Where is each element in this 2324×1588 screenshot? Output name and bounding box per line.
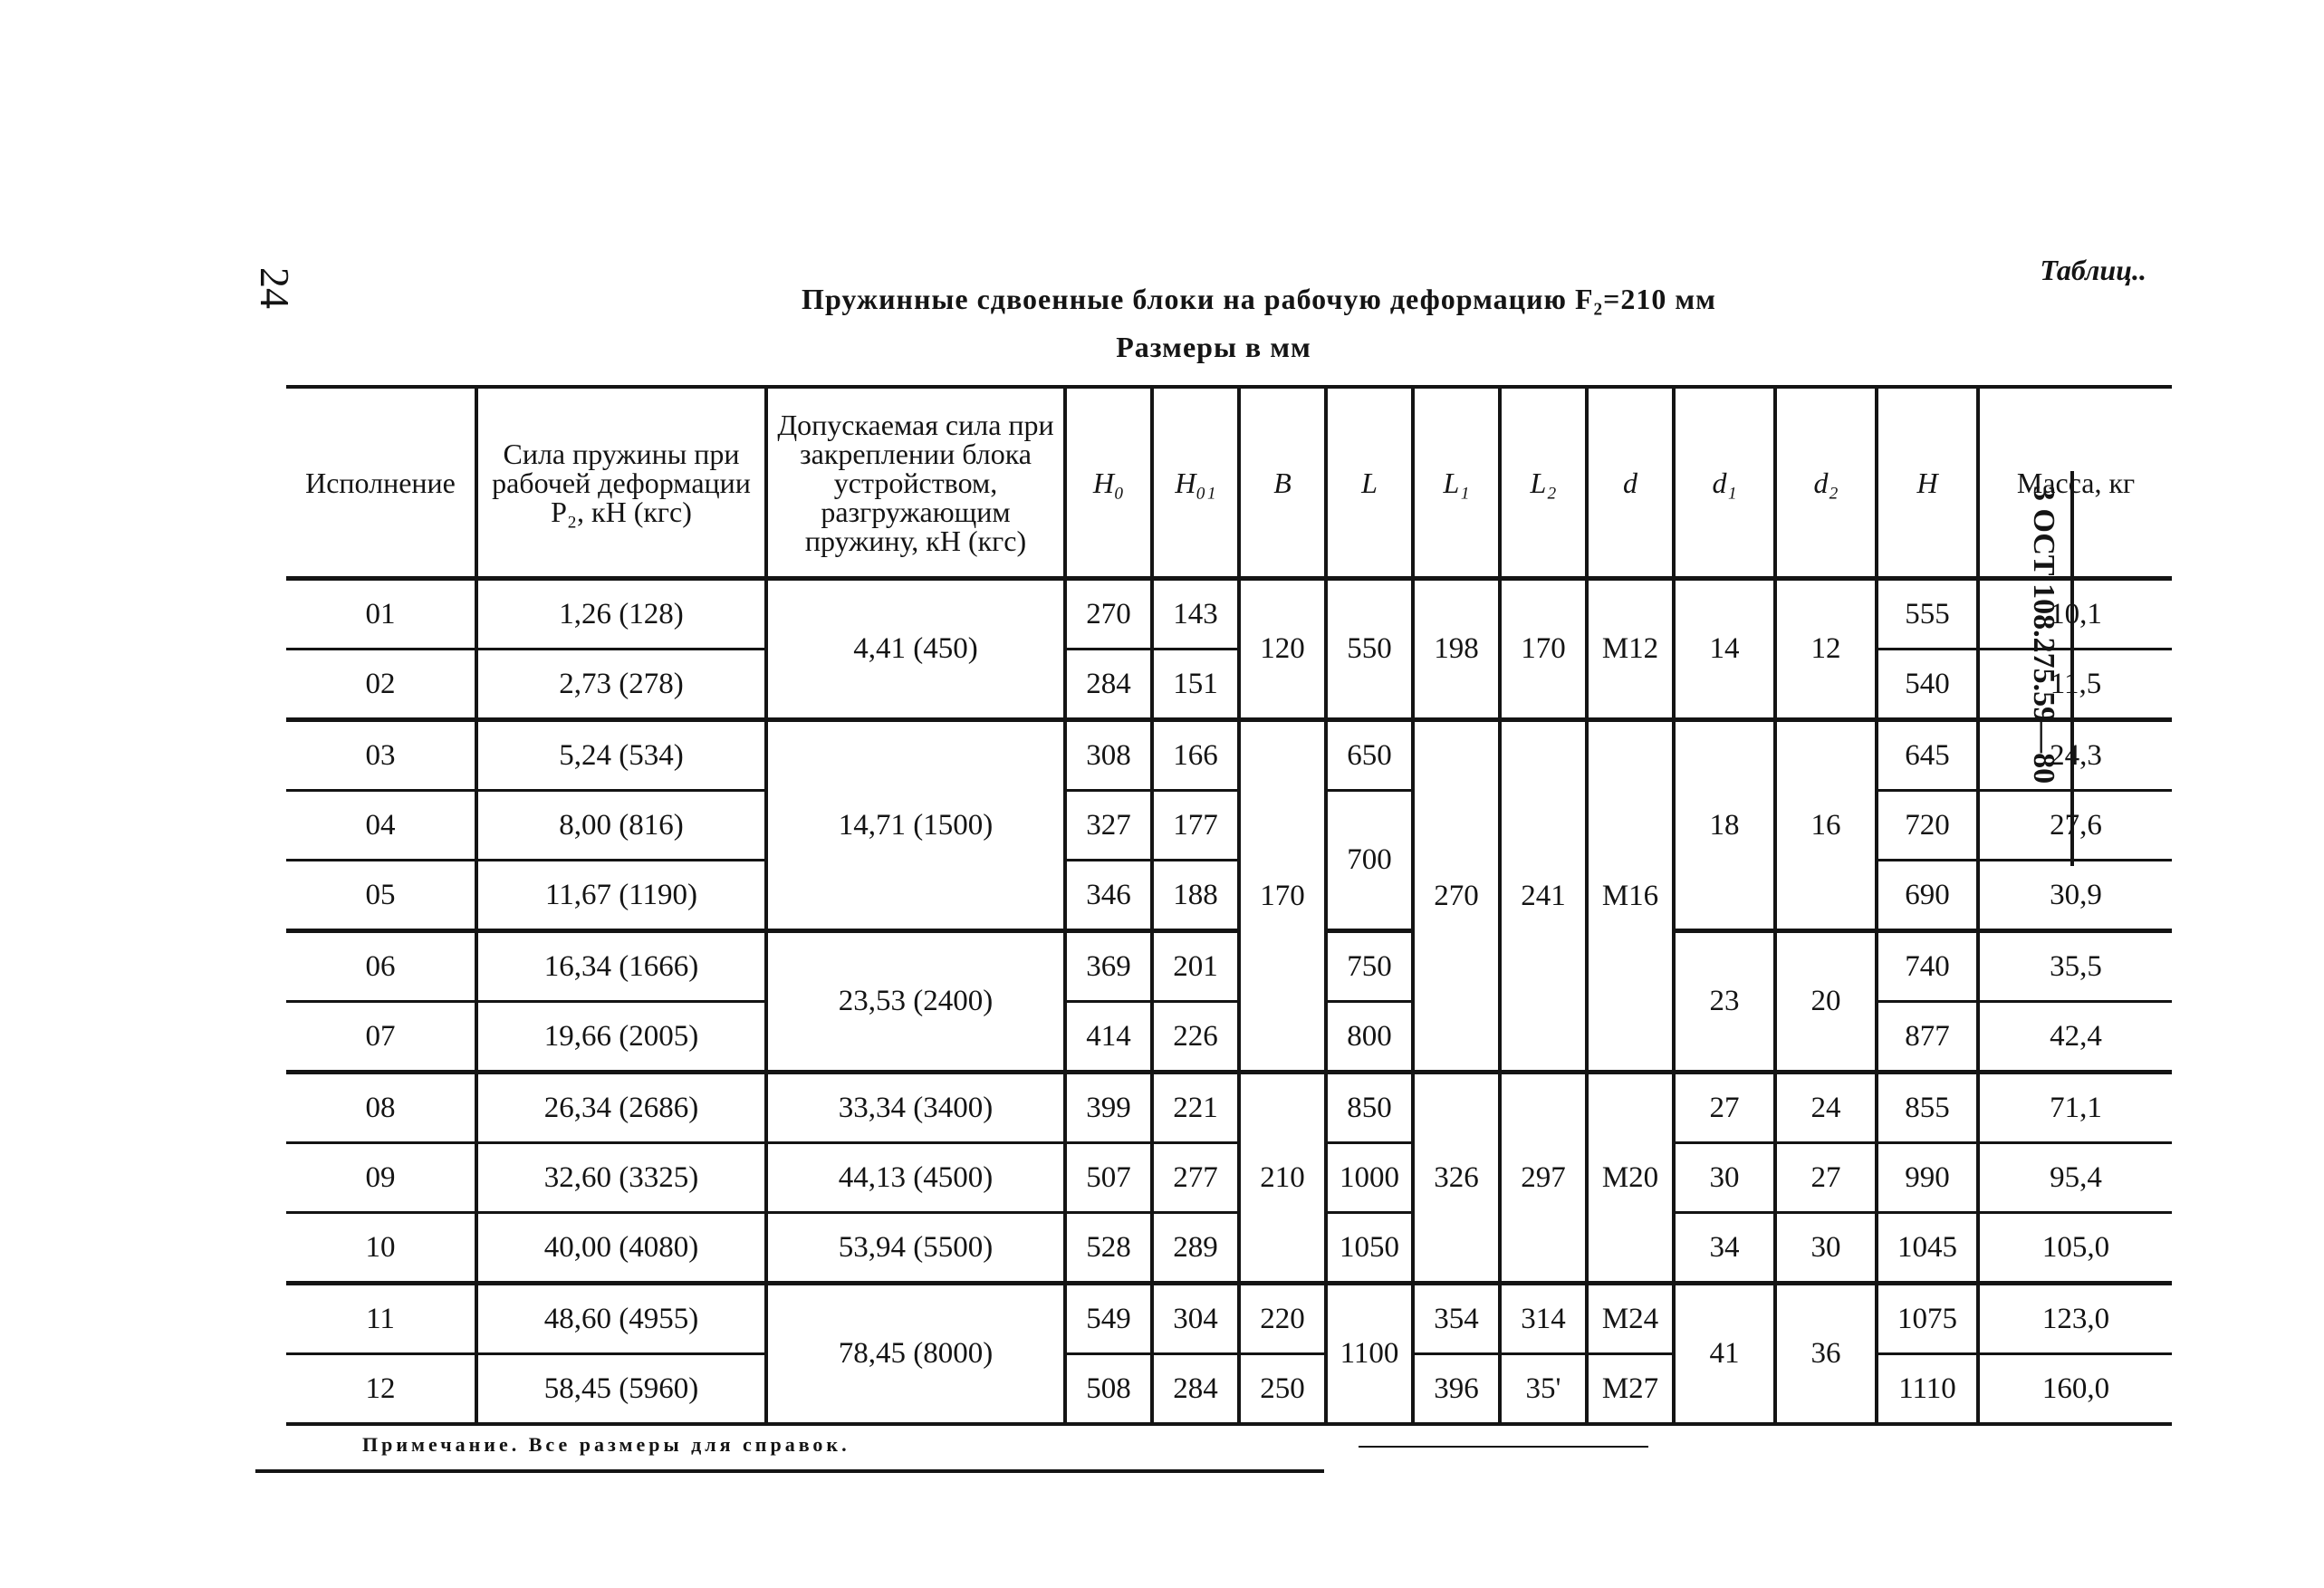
cell-h01: 221 xyxy=(1152,1073,1239,1143)
cell-l1: 326 xyxy=(1413,1073,1500,1284)
cell-h: 877 xyxy=(1877,1002,1978,1073)
cell-l: 650 xyxy=(1326,720,1413,791)
cell-h: 1075 xyxy=(1877,1284,1978,1354)
header-d2: d₂ xyxy=(1775,387,1877,579)
table-row xyxy=(286,931,2172,1002)
cell-d: M12 xyxy=(1587,579,1674,720)
spring-blocks-table xyxy=(286,385,2172,1426)
cell-h01: 166 xyxy=(1152,720,1239,791)
header-allowed-force: Допускаемая сила при закреплении блока устройством, разгружающим пружину, кН (кгс) xyxy=(766,387,1065,579)
cell-spring-force: 32,60 (3325) xyxy=(476,1143,766,1213)
cell-h01: 284 xyxy=(1152,1354,1239,1425)
cell-h: 740 xyxy=(1877,931,1978,1002)
cell-h: 555 xyxy=(1877,579,1978,650)
cell-b: 220 xyxy=(1239,1284,1326,1354)
cell-version: 09 xyxy=(286,1143,476,1213)
cell-spring-force: 16,34 (1666) xyxy=(476,931,766,1002)
cell-d2: 36 xyxy=(1775,1284,1877,1425)
cell-h0: 369 xyxy=(1065,931,1152,1002)
header-version: Исполнение xyxy=(286,387,476,579)
cell-l: 1050 xyxy=(1326,1213,1413,1284)
header-d1: d₁ xyxy=(1674,387,1775,579)
cell-l2: 35' xyxy=(1500,1354,1587,1425)
cell-d2: 12 xyxy=(1775,579,1877,720)
cell-d1: 23 xyxy=(1674,931,1775,1073)
cell-mass: 30,9 xyxy=(1978,861,2172,931)
cell-version: 03 xyxy=(286,720,476,791)
cell-spring-force: 58,45 (5960) xyxy=(476,1354,766,1425)
table-row xyxy=(286,791,2172,861)
cell-version: 12 xyxy=(286,1354,476,1425)
cell-h0: 399 xyxy=(1065,1073,1152,1143)
cell-h01: 289 xyxy=(1152,1213,1239,1284)
cell-h01: 201 xyxy=(1152,931,1239,1002)
table-note: Примечание. Все размеры для справок. xyxy=(362,1433,850,1456)
cell-h0: 508 xyxy=(1065,1354,1152,1425)
header-row xyxy=(286,387,2172,579)
cell-version: 08 xyxy=(286,1073,476,1143)
cell-mass: 105,0 xyxy=(1978,1213,2172,1284)
header-b: B xyxy=(1239,387,1326,579)
cell-h: 645 xyxy=(1877,720,1978,791)
cell-l2: 170 xyxy=(1500,579,1587,720)
cell-h0: 270 xyxy=(1065,579,1152,650)
cell-h01: 177 xyxy=(1152,791,1239,861)
cell-mass: 160,0 xyxy=(1978,1354,2172,1425)
cell-mass: 123,0 xyxy=(1978,1284,2172,1354)
cell-spring-force: 11,67 (1190) xyxy=(476,861,766,931)
cell-d2: 16 xyxy=(1775,720,1877,931)
cell-allowed-force: 4,41 (450) xyxy=(766,579,1065,720)
cell-d: M27 xyxy=(1587,1354,1674,1425)
table-row xyxy=(286,1002,2172,1073)
table-row xyxy=(286,1143,2172,1213)
cell-h01: 151 xyxy=(1152,650,1239,720)
cell-mass: 10,1 xyxy=(1978,579,2172,650)
header-spring-force: Сила пружины при рабочей деформации P₂, кН (кгс) xyxy=(476,387,766,579)
cell-b: 250 xyxy=(1239,1354,1326,1425)
cell-version: 02 xyxy=(286,650,476,720)
cell-h0: 308 xyxy=(1065,720,1152,791)
header-l: L xyxy=(1326,387,1413,579)
cell-h: 690 xyxy=(1877,861,1978,931)
cell-h01: 277 xyxy=(1152,1143,1239,1213)
cell-l2: 314 xyxy=(1500,1284,1587,1354)
cell-h: 720 xyxy=(1877,791,1978,861)
cell-l: 550 xyxy=(1326,579,1413,720)
cell-h0: 549 xyxy=(1065,1284,1152,1354)
cell-l2: 297 xyxy=(1500,1073,1587,1284)
cell-allowed-force: 78,45 (8000) xyxy=(766,1284,1065,1425)
cell-l: 850 xyxy=(1326,1073,1413,1143)
header-l1: L₁ xyxy=(1413,387,1500,579)
cell-l: 800 xyxy=(1326,1002,1413,1073)
cell-h01: 143 xyxy=(1152,579,1239,650)
header-l2: L₂ xyxy=(1500,387,1587,579)
cell-mass: 24,3 xyxy=(1978,720,2172,791)
cell-d: M24 xyxy=(1587,1284,1674,1354)
cell-l: 700 xyxy=(1326,791,1413,931)
cell-version: 04 xyxy=(286,791,476,861)
cell-d2: 20 xyxy=(1775,931,1877,1073)
cell-h0: 528 xyxy=(1065,1213,1152,1284)
cell-version: 05 xyxy=(286,861,476,931)
standard-code: 3 ОСТ 108.275.59—80 xyxy=(2016,471,2074,866)
cell-d1: 27 xyxy=(1674,1073,1775,1143)
cell-l1: 396 xyxy=(1413,1354,1500,1425)
cell-l1: 354 xyxy=(1413,1284,1500,1354)
cell-l: 750 xyxy=(1326,931,1413,1002)
header-h01: H₀₁ xyxy=(1152,387,1239,579)
cell-spring-force: 8,00 (816) xyxy=(476,791,766,861)
cell-allowed-force: 23,53 (2400) xyxy=(766,931,1065,1073)
cell-spring-force: 1,26 (128) xyxy=(476,579,766,650)
cell-b: 120 xyxy=(1239,579,1326,720)
cell-d: M20 xyxy=(1587,1073,1674,1284)
cell-l: 1000 xyxy=(1326,1143,1413,1213)
cell-l: 1100 xyxy=(1326,1284,1413,1425)
cell-d1: 30 xyxy=(1674,1143,1775,1213)
cell-h: 540 xyxy=(1877,650,1978,720)
page-number: 24 xyxy=(252,267,298,309)
cell-version: 07 xyxy=(286,1002,476,1073)
cell-d: M16 xyxy=(1587,720,1674,1073)
footer-rule-short xyxy=(1359,1446,1648,1448)
cell-l1: 270 xyxy=(1413,720,1500,1073)
header-d: d xyxy=(1587,387,1674,579)
cell-spring-force: 26,34 (2686) xyxy=(476,1073,766,1143)
cell-h0: 346 xyxy=(1065,861,1152,931)
cell-h: 855 xyxy=(1877,1073,1978,1143)
cell-mass: 27,6 xyxy=(1978,791,2172,861)
table-title: Пружинные сдвоенные блоки на рабочую деформацию F₂=210 мм xyxy=(802,283,1716,315)
cell-h0: 414 xyxy=(1065,1002,1152,1073)
cell-l2: 241 xyxy=(1500,720,1587,1073)
cell-h: 990 xyxy=(1877,1143,1978,1213)
header-h0: H₀ xyxy=(1065,387,1152,579)
header-h: H xyxy=(1877,387,1978,579)
cell-spring-force: 2,73 (278) xyxy=(476,650,766,720)
table-row xyxy=(286,861,2172,931)
cell-allowed-force: 14,71 (1500) xyxy=(766,720,1065,931)
cell-d1: 14 xyxy=(1674,579,1775,720)
cell-spring-force: 5,24 (534) xyxy=(476,720,766,791)
table-row xyxy=(286,650,2172,720)
table-row xyxy=(286,579,2172,650)
cell-d1: 34 xyxy=(1674,1213,1775,1284)
header-mass: Масса, кг xyxy=(1978,387,2172,579)
cell-b: 210 xyxy=(1239,1073,1326,1284)
cell-h0: 507 xyxy=(1065,1143,1152,1213)
cell-version: 10 xyxy=(286,1213,476,1284)
cell-b: 170 xyxy=(1239,720,1326,1073)
table-row xyxy=(286,1284,2172,1354)
table-subtitle: Размеры в мм xyxy=(1116,331,1311,363)
cell-spring-force: 19,66 (2005) xyxy=(476,1002,766,1073)
cell-l1: 198 xyxy=(1413,579,1500,720)
table-row xyxy=(286,1354,2172,1425)
cell-d2: 24 xyxy=(1775,1073,1877,1143)
cell-h01: 304 xyxy=(1152,1284,1239,1354)
cell-mass: 42,4 xyxy=(1978,1002,2172,1073)
cell-h0: 327 xyxy=(1065,791,1152,861)
cell-d2: 30 xyxy=(1775,1213,1877,1284)
table-row xyxy=(286,1073,2172,1143)
table-row xyxy=(286,1213,2172,1284)
cell-spring-force: 40,00 (4080) xyxy=(476,1213,766,1284)
cell-h0: 284 xyxy=(1065,650,1152,720)
cell-d1: 41 xyxy=(1674,1284,1775,1425)
cell-allowed-force: 33,34 (3400) xyxy=(766,1073,1065,1143)
cell-version: 06 xyxy=(286,931,476,1002)
cell-allowed-force: 44,13 (4500) xyxy=(766,1143,1065,1213)
cell-h01: 226 xyxy=(1152,1002,1239,1073)
cell-h: 1045 xyxy=(1877,1213,1978,1284)
cell-h: 1110 xyxy=(1877,1354,1978,1425)
cell-allowed-force: 53,94 (5500) xyxy=(766,1213,1065,1284)
cell-mass: 35,5 xyxy=(1978,931,2172,1002)
table-row xyxy=(286,720,2172,791)
cell-spring-force: 48,60 (4955) xyxy=(476,1284,766,1354)
cell-version: 01 xyxy=(286,579,476,650)
table-label: Таблиц.. xyxy=(2040,254,2146,286)
cell-mass: 71,1 xyxy=(1978,1073,2172,1143)
cell-d2: 27 xyxy=(1775,1143,1877,1213)
cell-version: 11 xyxy=(286,1284,476,1354)
footer-rule xyxy=(255,1469,1324,1473)
cell-d1: 18 xyxy=(1674,720,1775,931)
cell-mass: 11,5 xyxy=(1978,650,2172,720)
cell-mass: 95,4 xyxy=(1978,1143,2172,1213)
cell-h01: 188 xyxy=(1152,861,1239,931)
